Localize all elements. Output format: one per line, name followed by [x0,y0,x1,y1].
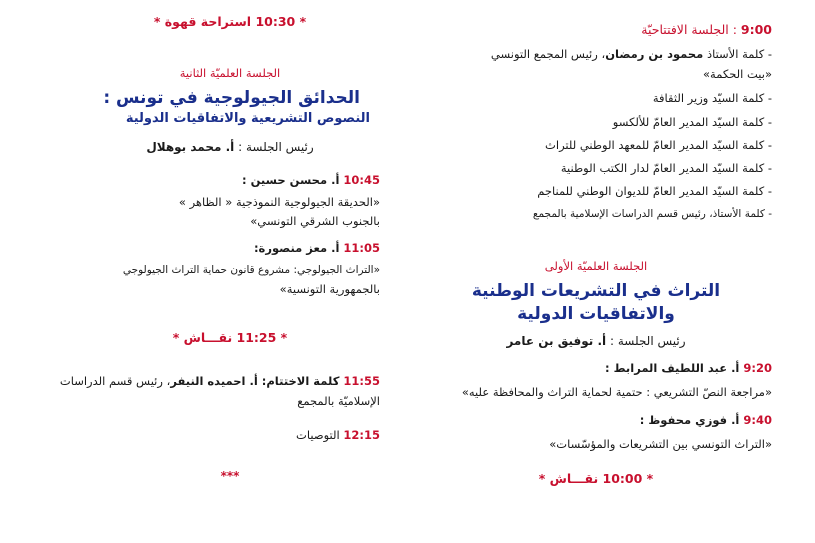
talk-heading: 9:40 أ. فوزي محفوظ : [639,413,772,427]
session2-title: الحدائق الجيولوجية في تونس : [103,88,360,108]
opening-item: - كلمة السيّد المدير العامّ للمعهد الوطني للتراث [545,138,772,152]
talk-topic: «الحديقة الجيولوجية النموذجية « الظاهر » [178,195,380,209]
session1-title-line2: والاتفاقيات الدولية [517,304,675,324]
session1-discussion: * 10:00 نقـــاش * [538,471,654,486]
opening-item: - كلمة السيّد المدير العامّ لدار الكتب الوطنية [560,161,772,175]
opening-item: - كلمة الأستاذ، رئيس قسم الدراسات الإسلامية بالمجمع [532,208,772,220]
opening-item: - كلمة السيّد المدير العامّ للديوان الوطني للمناجم [537,184,772,198]
opening-heading: 9:00 : الجلسة الافتتاحيّة [641,22,772,37]
opening-item: - كلمة السيّد وزير الثقافة [652,91,772,105]
talk-topic: «التراث التونسي بين التشريعات والمؤسّسات» [549,437,772,451]
session2-chair: رئيس الجلسة : أ. محمد بوهلال [146,140,314,154]
closing-heading: 11:55 كلمة الاختتام: أ. احميده النيفر، رئيس قسم الدراسات [59,374,380,388]
opening-time: 9:00 [740,22,772,37]
talk-topic: «مراجعة النصّ التشريعي : حتمية لحماية التراث والمحافظة عليه» [461,385,772,399]
opening-title: الجلسة الافتتاحيّة [641,22,729,37]
talk-heading: 10:45 أ. محسن حسين : [241,173,380,187]
coffee-break: * 10:30 استراحة قهوة * [153,14,307,29]
opening-item: - كلمة السيّد المدير العامّ للألكسو [612,115,772,129]
talk-heading: 11:05 أ. معز منصورة: [253,241,380,255]
opening-item: - كلمة الأستاذ محمود بن رمضان، رئيس المجمع التونسي [490,47,772,61]
session2-label: الجلسة العلميّة الثانية [179,66,281,80]
session1-title: التراث في التشريعات الوطنية [471,281,721,301]
talk-topic-line2: بالجنوب الشرقي التونسي» [250,214,380,228]
closing-stars: *** [220,469,240,483]
talk-heading: 9:20 أ. عبد اللطيف المرابط : [605,361,772,375]
recommendations: 12:15 التوصيات [296,428,380,442]
opening-item: «بيت الحكمة» [703,67,772,81]
talk-topic-line2: بالجمهورية التونسية» [279,282,380,296]
session1-chair: رئيس الجلسة : أ. توفيق بن عامر [506,334,686,348]
session1-label: الجلسة العلميّة الأولى [544,259,648,273]
closing-text-line2: الإسلاميّة بالمجمع [297,394,380,408]
session2-title-line2: النصوص التشريعية والاتفاقيات الدولية [125,111,370,126]
talk-topic: «التراث الجيولوجي: مشروع قانون حماية التراث الجيولوجي [122,264,380,276]
session2-discussion: * 11:25 نقـــاش * [172,330,288,345]
